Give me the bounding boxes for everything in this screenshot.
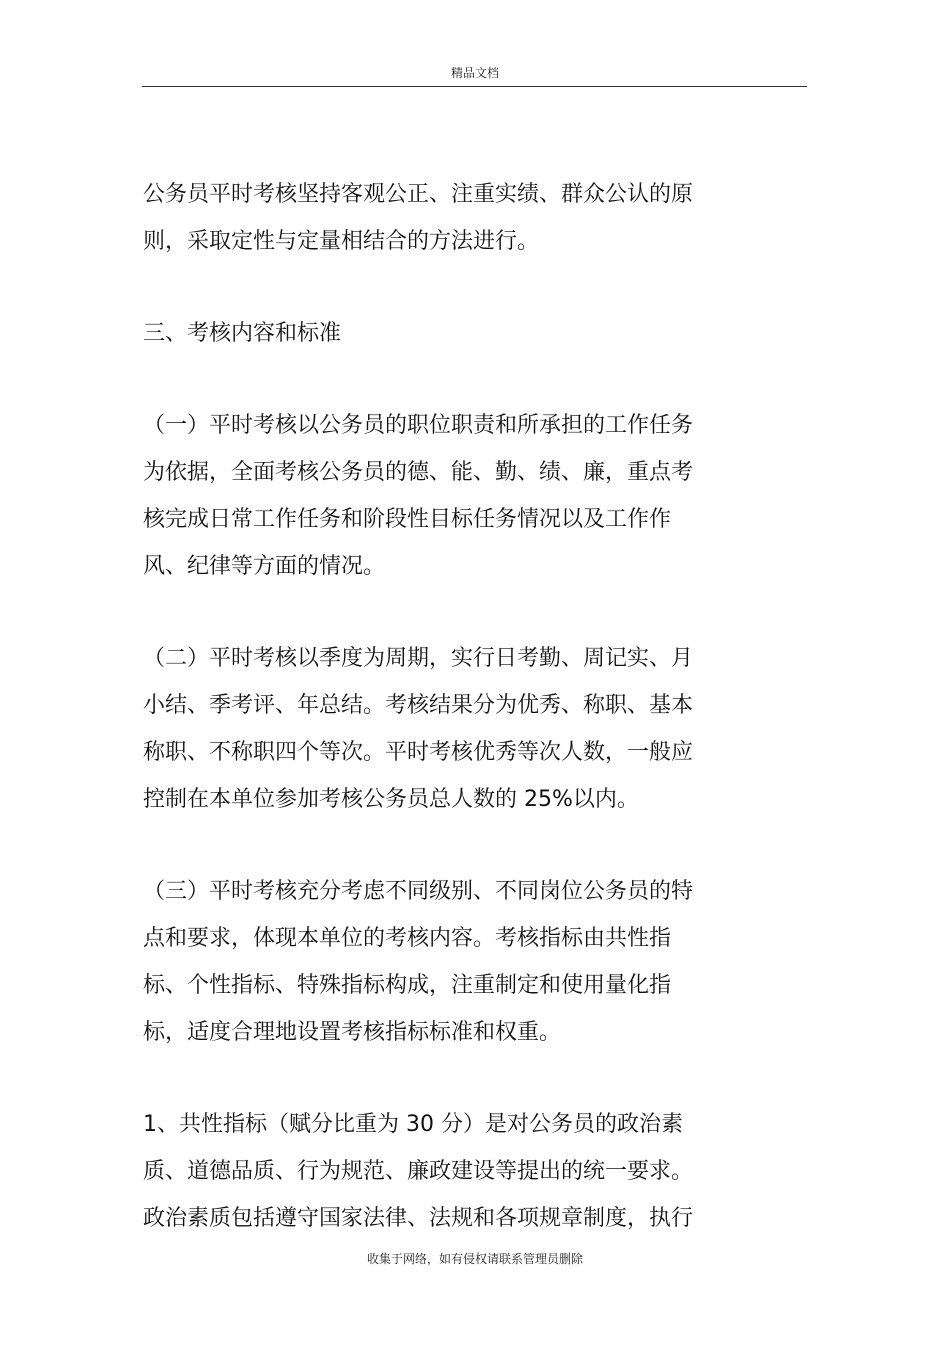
paragraph-spacer bbox=[143, 1056, 763, 1101]
text-line: 风、纪律等方面的情况。 bbox=[143, 554, 386, 579]
text-line: 政治素质包括遵守国家法律、法规和各项规章制度，执行 bbox=[143, 1206, 694, 1231]
text-line: 小结、季考评、年总结。考核结果分为优秀、称职、基本 bbox=[143, 693, 694, 718]
page-header: 精品文档 bbox=[450, 66, 499, 80]
paragraph-item-1 bbox=[143, 402, 763, 590]
text-line: 称职、不称职四个等次。平时考核优秀等次人数，一般应 bbox=[143, 740, 694, 765]
paragraph-item-2 bbox=[143, 635, 763, 823]
section-heading bbox=[143, 310, 763, 357]
text-line: 质、道德品质、行为规范、廉政建设等提出的统一要求。 bbox=[143, 1159, 694, 1184]
text-line: 1、共性指标（赋分比重为 30 分）是对公务员的政治素 bbox=[143, 1112, 683, 1137]
paragraph-spacer bbox=[143, 265, 763, 310]
text-line: 控制在本单位参加考核公务员总人数的 25%以内。 bbox=[143, 787, 639, 812]
paragraph-common-indicators bbox=[143, 1101, 763, 1242]
paragraph-spacer bbox=[143, 590, 763, 635]
text-line: 核完成日常工作任务和阶段性目标任务情况以及工作作 bbox=[143, 507, 672, 532]
text-line: 标，适度合理地设置考核指标标准和权重。 bbox=[143, 1020, 562, 1045]
text-line: 点和要求，体现本单位的考核内容。考核指标由共性指 bbox=[143, 926, 672, 951]
document-body bbox=[143, 171, 763, 1242]
text-line: 为依据，全面考核公务员的德、能、勤、绩、廉，重点考 bbox=[143, 460, 694, 485]
text-line: （二）平时考核以季度为周期，实行日考勤、周记实、月 bbox=[143, 646, 694, 671]
text-line: 公务员平时考核坚持客观公正、注重实绩、群众公认的原 bbox=[143, 182, 694, 207]
paragraph-item-3 bbox=[143, 868, 763, 1056]
text-line: 标、个性指标、特殊指标构成，注重制定和使用量化指 bbox=[143, 973, 672, 998]
text-line: 则，采取定性与定量相结合的方法进行。 bbox=[143, 229, 540, 254]
page-footer: 收集于网络，如有侵权请联系管理员删除 bbox=[366, 1252, 583, 1266]
paragraph-spacer bbox=[143, 823, 763, 868]
header-divider bbox=[142, 86, 807, 87]
paragraph-principles bbox=[143, 171, 763, 265]
text-line: （三）平时考核充分考虑不同级别、不同岗位公务员的特 bbox=[143, 879, 694, 904]
text-line: （一）平时考核以公务员的职位职责和所承担的工作任务 bbox=[143, 413, 694, 438]
heading-line: 三、考核内容和标准 bbox=[143, 321, 342, 346]
paragraph-spacer bbox=[143, 357, 763, 402]
